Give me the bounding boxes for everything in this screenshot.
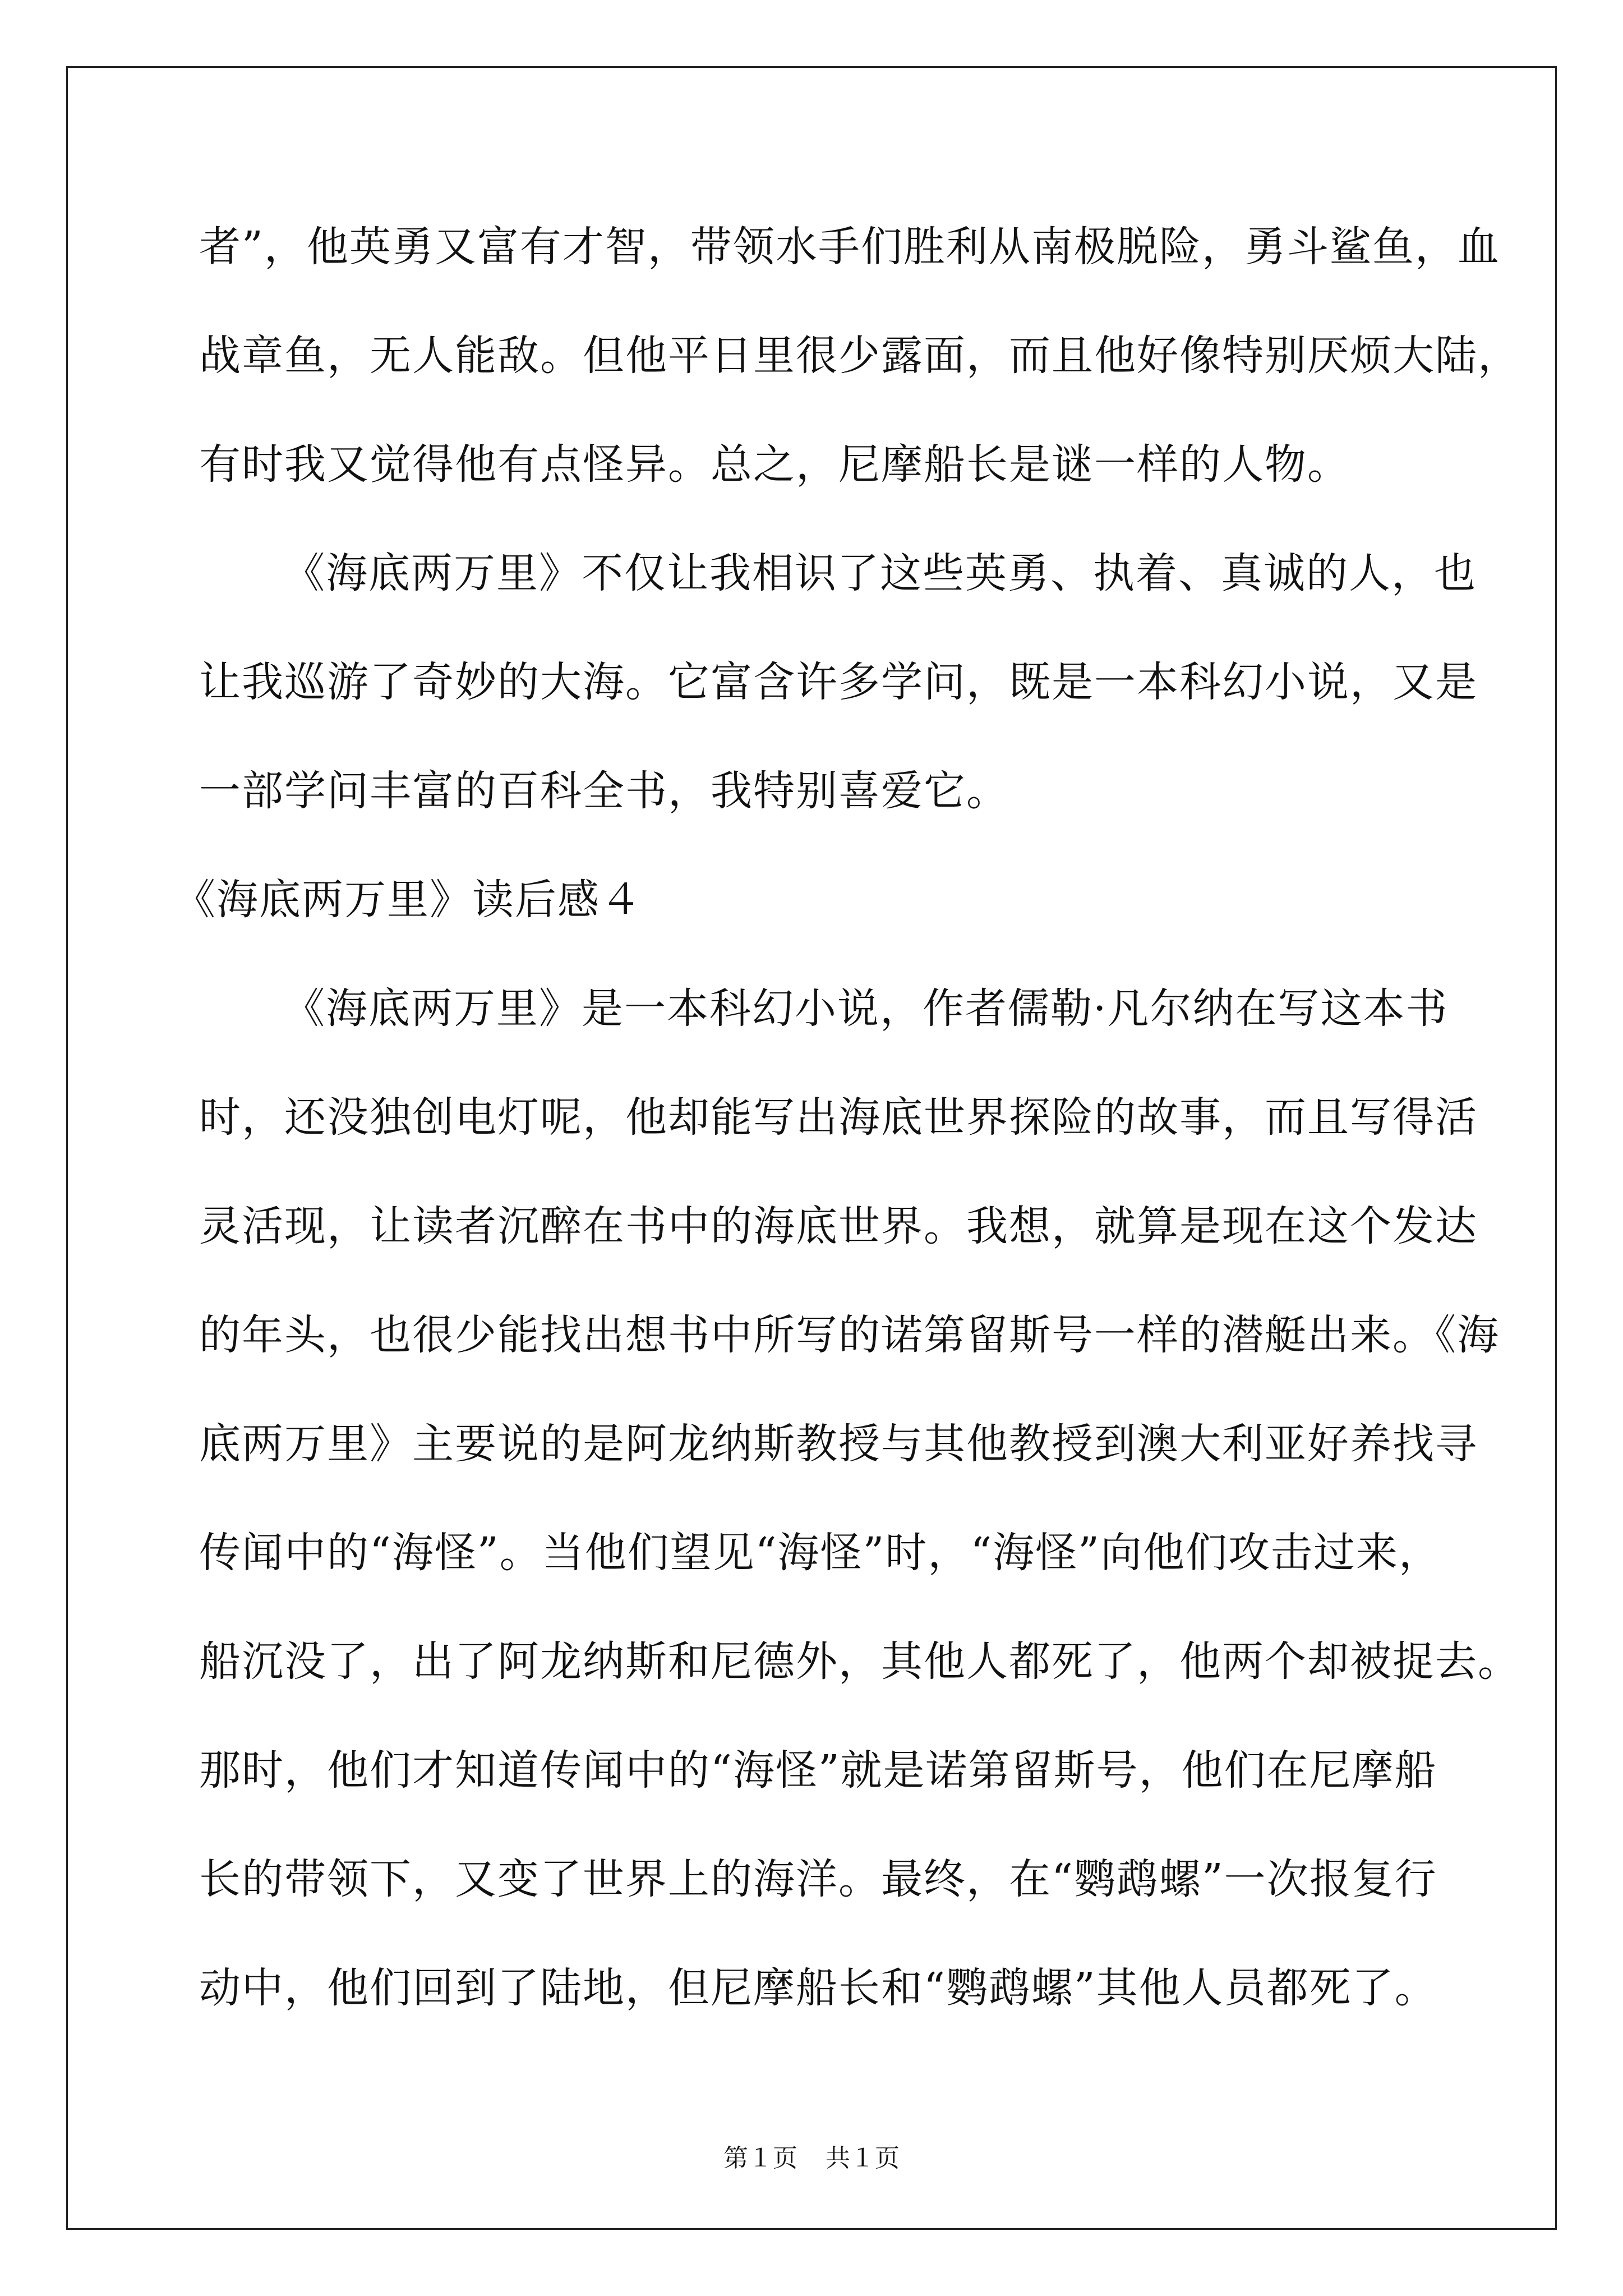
text-line: 《海底两万里》是一本科幻小说，作者儒勒·凡尔纳在写这本书 <box>283 984 1449 1033</box>
page-number: 第１页 <box>723 2144 797 2173</box>
text-line: 有时我又觉得他有点怪异。总之，尼摩船长是谜一样的人物。 <box>199 440 1350 489</box>
page-footer <box>0 2143 1623 2174</box>
text-line: 传闻中的“海怪”。当他们望见“海怪”时，“海怪”向他们攻击过来， <box>199 1529 1441 1577</box>
text-line: 底两万里》主要说的是阿龙纳斯教授与其他教授到澳大利亚好养找寻 <box>199 1420 1478 1468</box>
text-line: 《海底两万里》不仅让我相识了这些英勇、执着、真诚的人，也 <box>283 549 1477 597</box>
paragraph-2 <box>199 546 1478 818</box>
text-line: 的年头，也很少能找出想书中所写的诺第留斯号一样的潜艇出来。《海 <box>199 1311 1500 1359</box>
section-heading: 《海底两万里》读后感４ <box>174 876 643 924</box>
text-line: 船沉没了，出了阿龙纳斯和尼德外，其他人都死了，他两个却被捉去。 <box>199 1637 1520 1686</box>
text-line: 时，还没独创电灯呢，他却能写出海底世界探险的故事，而且写得活 <box>199 1093 1478 1142</box>
paragraph-1 <box>199 220 1520 491</box>
document-body <box>174 220 1520 2070</box>
text-line: 者”，他英勇又富有才智，带领水手们胜利从南极脱险，勇斗鲨鱼，血 <box>199 223 1500 271</box>
text-line: 那时，他们才知道传闻中的“海怪”就是诺第留斯号，他们在尼摩船 <box>199 1746 1437 1795</box>
text-line: 长的带领下，又变了世界上的海洋。最终，在“鹦鹉螺”一次报复行 <box>199 1855 1437 1903</box>
text-line: 让我巡游了奇妙的大海。它富含许多学问，既是一本科幻小说，又是 <box>199 658 1478 706</box>
text-line: 灵活现，让读者沉醉在书中的海底世界。我想，就算是现在这个发达 <box>199 1202 1478 1250</box>
text-line: 战章鱼，无人能敌。但他平日里很少露面，而且他好像特别厌烦大陆， <box>199 332 1520 380</box>
text-line: 动中，他们回到了陆地，但尼摩船长和“鹦鹉螺”其他人员都死了。 <box>199 1964 1437 2012</box>
paragraph-3 <box>199 982 1520 2015</box>
text-line: 一部学问丰富的百科全书，我特别喜爱它。 <box>199 767 1009 815</box>
page-total: 共１页 <box>826 2144 900 2173</box>
